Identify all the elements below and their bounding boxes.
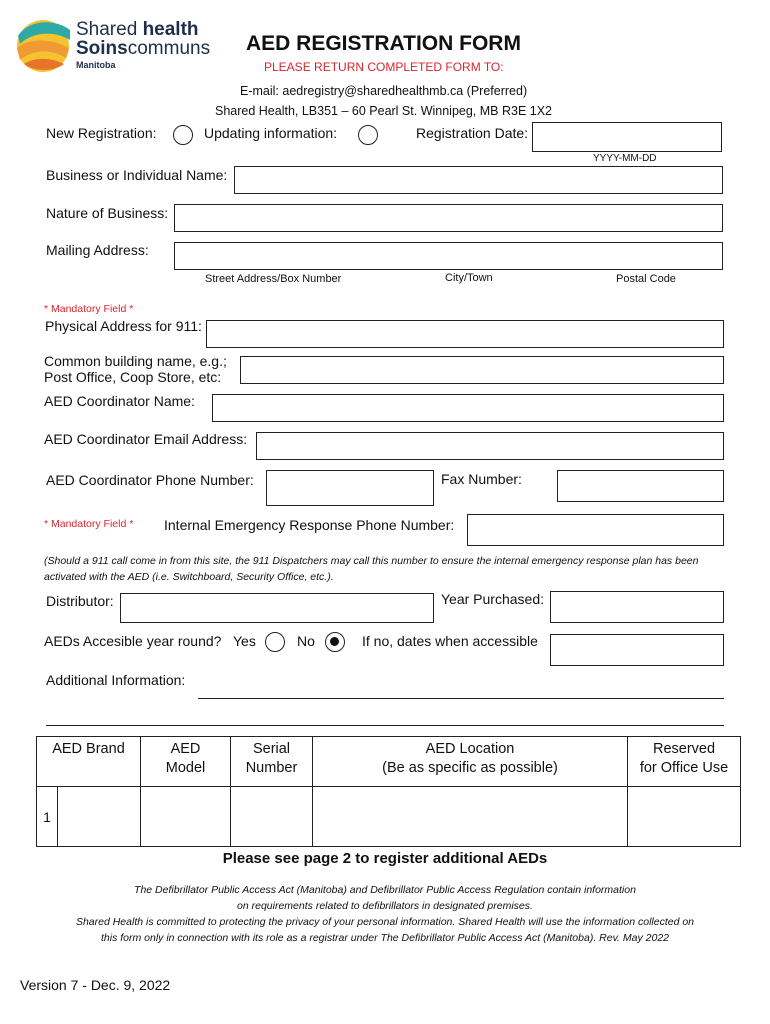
coordinator-phone-field[interactable] (266, 470, 434, 506)
registration-date-field[interactable] (532, 122, 722, 152)
email-line: E-mail: aedregistry@sharedhealthmb.ca (Preferred) (240, 84, 528, 98)
distributor-field[interactable] (120, 593, 434, 623)
nature-of-business-field[interactable] (174, 204, 723, 232)
year-purchased-field[interactable] (550, 591, 724, 623)
common-building-label-2: Post Office, Coop Store, etc: (44, 369, 222, 385)
return-instruction: PLEASE RETURN COMPLETED FORM TO: (264, 60, 504, 74)
table-header-office-use: Reserved for Office Use (628, 737, 741, 787)
form-title: AED REGISTRATION FORM (246, 32, 521, 55)
updating-information-radio[interactable] (358, 125, 378, 145)
city-town-hint: City/Town (445, 272, 493, 284)
see-page-2-note: Please see page 2 to register additional AEDs (222, 850, 548, 867)
mailing-address-label: Mailing Address: (46, 242, 149, 258)
table-row (37, 787, 741, 847)
row-number: 1 (43, 808, 51, 825)
logo-mark-icon (14, 18, 72, 74)
version-label: Version 7 - Dec. 9, 2022 (20, 977, 171, 993)
table-header-model: AED Model (141, 737, 231, 787)
if-no-dates-label: If no, dates when accessible (362, 633, 538, 649)
logo-word-health: health (142, 19, 199, 40)
new-registration-label: New Registration: (46, 125, 157, 141)
table-header-serial: Serial Number (231, 737, 313, 787)
common-building-label-1: Common building name, e.g.; (44, 353, 227, 369)
physical-address-label: Physical Address for 911: (45, 318, 202, 334)
business-name-field[interactable] (234, 166, 723, 194)
internal-phone-label: Internal Emergency Response Phone Number: (164, 517, 455, 533)
accessible-no-radio[interactable] (325, 632, 345, 652)
coordinator-email-label: AED Coordinator Email Address: (44, 431, 248, 447)
yes-label: Yes (233, 633, 256, 649)
additional-information-line-2[interactable] (46, 725, 724, 726)
table-header-row (37, 737, 741, 787)
dispatch-note: (Should a 911 call come in from this site, the 911 Dispatchers may call this number to ensure the internal emergency response plan has been activated with the AED (i.e. Switchboard, Security Office, etc.). (44, 555, 699, 583)
coordinator-email-field[interactable] (256, 432, 724, 460)
act-note-line-2: on requirements related to defibrillators in designated premises. (237, 900, 533, 912)
postal-code-hint: Postal Code (616, 273, 676, 285)
no-label: No (297, 633, 315, 649)
table-cell-brand[interactable] (37, 787, 141, 847)
table-cell-location[interactable] (313, 787, 628, 847)
table-header-location: AED Location (Be as specific as possible) (313, 737, 628, 787)
privacy-note-line-1: Shared Health is committed to protecting the privacy of your personal information. Shared Health will use the information collected on (75, 916, 695, 928)
act-note-line-1: The Defibrillator Public Access Act (Manitoba) and Defibrillator Public Access Regulation contain information (134, 884, 636, 896)
mailing-address-field[interactable] (174, 242, 723, 270)
shared-health-logo (14, 18, 214, 74)
additional-information-label: Additional Information: (46, 672, 186, 688)
coordinator-phone-label: AED Coordinator Phone Number: (46, 472, 254, 488)
accessible-year-round-label: AEDs Accesible year round? (44, 633, 222, 649)
table-header-brand: AED Brand (37, 737, 141, 787)
nature-of-business-label: Nature of Business: (46, 205, 169, 221)
year-purchased-label: Year Purchased: (441, 591, 544, 607)
distributor-label: Distributor: (46, 593, 114, 609)
address-line: Shared Health, LB351 – 60 Pearl St. Winnipeg, MB R3E 1X2 (215, 104, 552, 118)
table-cell-office-use (628, 787, 741, 847)
street-address-hint: Street Address/Box Number (205, 273, 342, 285)
mandatory-field-note: * Mandatory Field * (44, 518, 134, 530)
date-format-hint: YYYY-MM-DD (593, 153, 657, 164)
registration-date-label: Registration Date: (416, 125, 529, 141)
privacy-note-line-2: this form only in connection with its role as a registrar under The Defibrillator Public Access Act (Manitoba). Rev. May 2022 (100, 932, 669, 944)
mandatory-field-note: * Mandatory Field * (44, 303, 134, 315)
new-registration-radio[interactable] (173, 125, 193, 145)
business-name-label: Business or Individual Name: (46, 167, 228, 183)
logo-word-manitoba: Manitoba (76, 60, 116, 70)
logo-word-shared: Shared (76, 19, 138, 40)
physical-address-field[interactable] (206, 320, 724, 348)
accessible-dates-field[interactable] (550, 634, 724, 666)
coordinator-name-label: AED Coordinator Name: (44, 393, 195, 409)
logo-word-communs: communs (127, 38, 211, 59)
fax-number-field[interactable] (557, 470, 724, 502)
accessible-yes-radio[interactable] (265, 632, 285, 652)
internal-phone-field[interactable] (467, 514, 724, 546)
table-cell-serial[interactable] (231, 787, 313, 847)
updating-information-label: Updating information: (204, 125, 338, 141)
coordinator-name-field[interactable] (212, 394, 724, 422)
common-building-field[interactable] (240, 356, 724, 384)
logo-word-soins: Soins (76, 38, 128, 59)
row-number-cell (37, 787, 58, 846)
table-cell-model[interactable] (141, 787, 231, 847)
aed-table (36, 736, 741, 847)
fax-number-label: Fax Number: (441, 471, 522, 487)
additional-information-line-1[interactable] (198, 698, 724, 699)
